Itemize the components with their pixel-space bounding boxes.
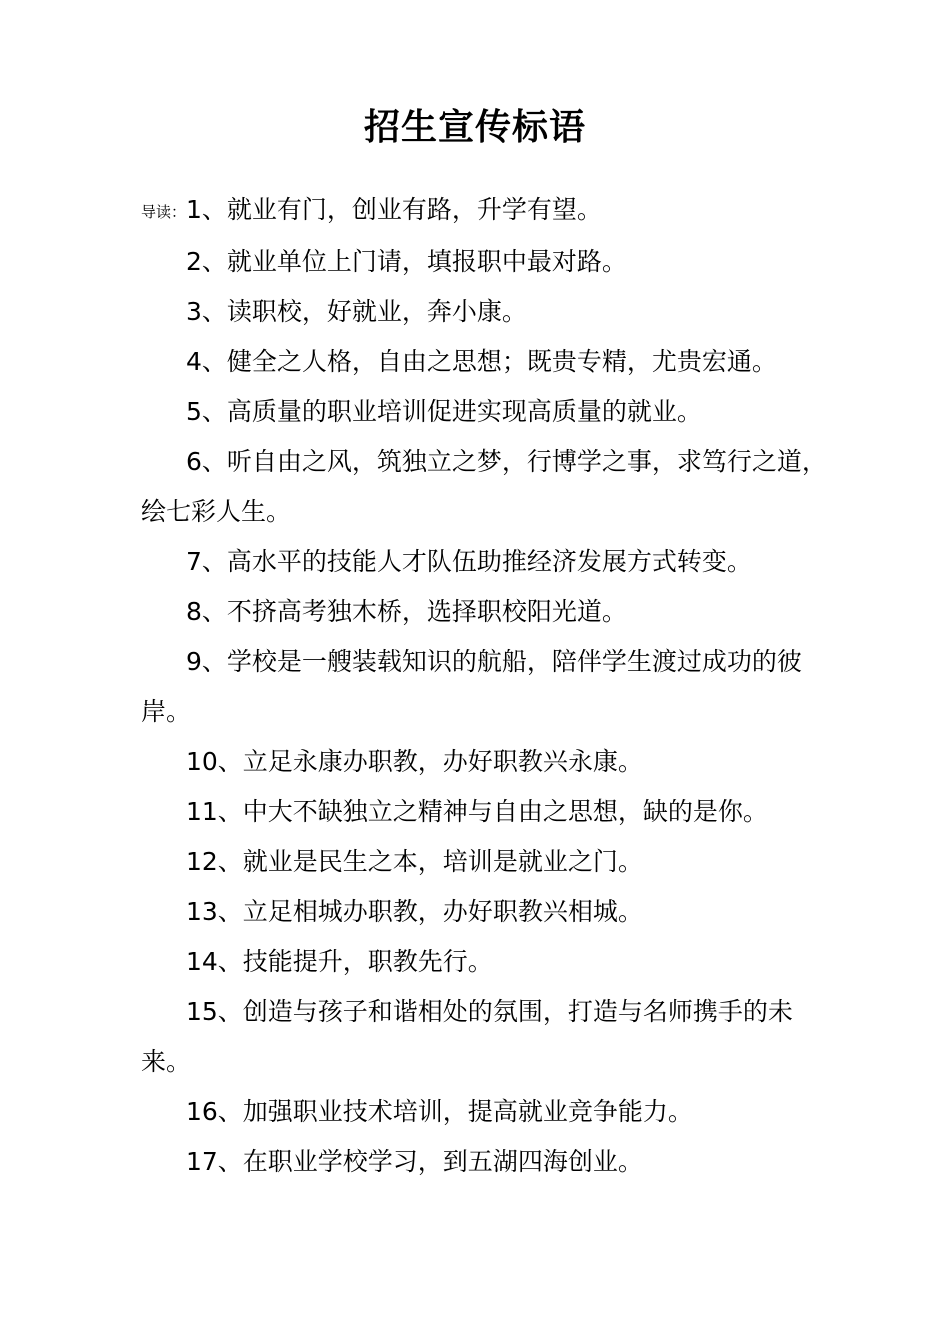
list-item: 2、就业单位上门请，填报职中最对路。: [186, 247, 627, 276]
list-item: 9、学校是一艘装载知识的航船，陪伴学生渡过成功的彼岸。: [141, 647, 802, 726]
list-item: 16、加强职业技术培训，提高就业竞争能力。: [186, 1097, 693, 1126]
list-item: 17、在职业学校学习，到五湖四海创业。: [186, 1147, 643, 1176]
list-item: 11、中大不缺独立之精神与自由之思想，缺的是你。: [186, 797, 768, 826]
list-item: 3、读职校，好就业，奔小康。: [186, 297, 527, 326]
list-item: 5、高质量的职业培训促进实现高质量的就业。: [186, 397, 702, 426]
list-item: 10、立足永康办职教，办好职教兴永康。: [186, 747, 643, 776]
list-item: 15、创造与孩子和谐相处的氛围，打造与名师携手的未来。: [141, 997, 793, 1076]
list-item: 6、听自由之风，筑独立之梦，行博学之事，求笃行之道，绘七彩人生。: [141, 447, 827, 526]
list-item: [141, 185, 831, 237]
list-item: 8、不挤高考独木桥，选择职校阳光道。: [186, 597, 627, 626]
slogan-list: [141, 185, 831, 1187]
list-item: 7、高水平的技能人才队伍助推经济发展方式转变。: [186, 547, 752, 576]
list-item: 14、技能提升，职教先行。: [186, 947, 493, 976]
list-item: 13、立足相城办职教，办好职教兴相城。: [186, 897, 643, 926]
lead-label: 导读：: [141, 203, 187, 221]
list-item: 12、就业是民生之本，培训是就业之门。: [186, 847, 643, 876]
list-item: 4、健全之人格，自由之思想；既贵专精，尤贵宏通。: [186, 347, 777, 376]
list-item-text: 1、就业有门，创业有路，升学有望。: [186, 195, 602, 224]
document-title: 招生宣传标语: [363, 107, 586, 148]
